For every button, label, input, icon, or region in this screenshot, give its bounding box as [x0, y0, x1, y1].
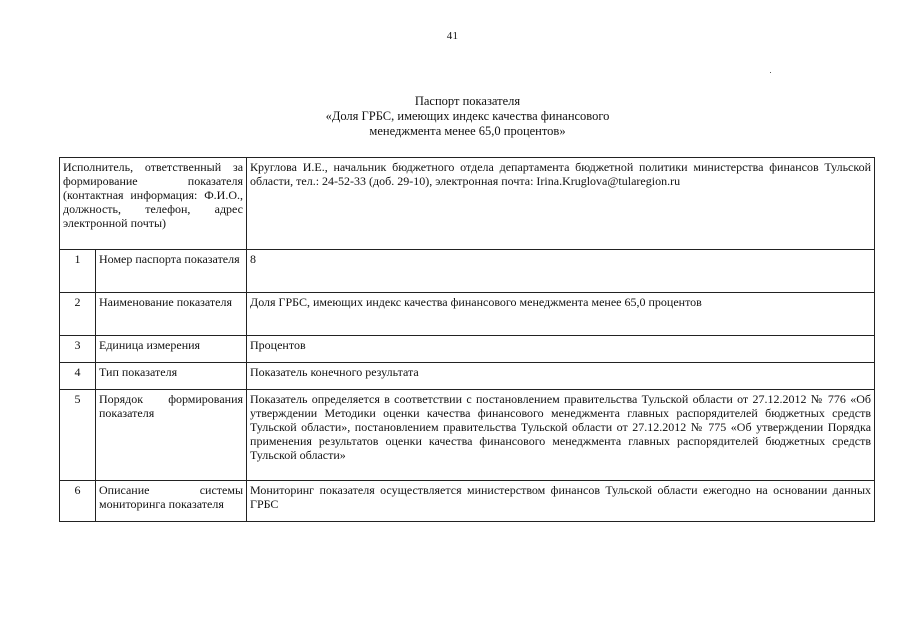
- table-row: [60, 363, 875, 390]
- row-number: 6: [60, 481, 96, 522]
- responsible-label: Исполнитель, ответственный за формирование показателя (контактная информация: Ф.И.О., должность, телефон, адрес электронной почты): [60, 158, 247, 250]
- table-row-responsible: [60, 158, 875, 250]
- row-value: 8: [247, 250, 875, 293]
- row-value: Показатель конечного результата: [247, 363, 875, 390]
- table-row: [60, 250, 875, 293]
- row-value: Мониторинг показателя осуществляется министерством финансов Тульской области ежегодно на основании данных ГРБС: [247, 481, 875, 522]
- table-row: [60, 481, 875, 522]
- row-label: Описание системы мониторинга показателя: [96, 481, 247, 522]
- title-line-3: менеджмента менее 65,0 процентов»: [369, 124, 566, 138]
- row-label: Номер паспорта показателя: [96, 250, 247, 293]
- table-row: [60, 390, 875, 481]
- row-value: Показатель определяется в соответствии с постановлением правительства Тульской области от 27.12.2012 № 776 «Об утверждении Методики оценки качества финансового менеджмента главных распорядителей бюджетных средств Тульской области», постановлением правительства Тульской области от 27.12.2012 № 775 «Об утверждении Порядка применения результатов оценки качества финансового менеджмента главных распорядителей бюджетных средств Тульской области»: [247, 390, 875, 481]
- row-label: Единица измерения: [96, 336, 247, 363]
- scan-speck: [770, 72, 771, 73]
- row-number: 3: [60, 336, 96, 363]
- row-value: Процентов: [247, 336, 875, 363]
- table-row: [60, 336, 875, 363]
- table-row: [60, 293, 875, 336]
- row-number: 5: [60, 390, 96, 481]
- row-label: Наименование показателя: [96, 293, 247, 336]
- title-line-1: Паспорт показателя: [414, 94, 521, 108]
- row-number: 1: [60, 250, 96, 293]
- document-title: [210, 94, 725, 139]
- title-line-2: «Доля ГРБС, имеющих индекс качества финансового: [325, 109, 610, 123]
- responsible-value: Круглова И.Е., начальник бюджетного отдела департамента бюджетной политики министерства финансов Тульской области, тел.: 24-52-33 (доб. 29-10), электронная почта: Irina.Kruglova@tularegion.ru: [247, 158, 875, 250]
- indicator-passport-table: [59, 157, 875, 522]
- row-number: 4: [60, 363, 96, 390]
- row-label: Порядок формирования показателя: [96, 390, 247, 481]
- row-label: Тип показателя: [96, 363, 247, 390]
- row-number: 2: [60, 293, 96, 336]
- page-number: 41: [446, 30, 459, 42]
- row-value: Доля ГРБС, имеющих индекс качества финансового менеджмента менее 65,0 процентов: [247, 293, 875, 336]
